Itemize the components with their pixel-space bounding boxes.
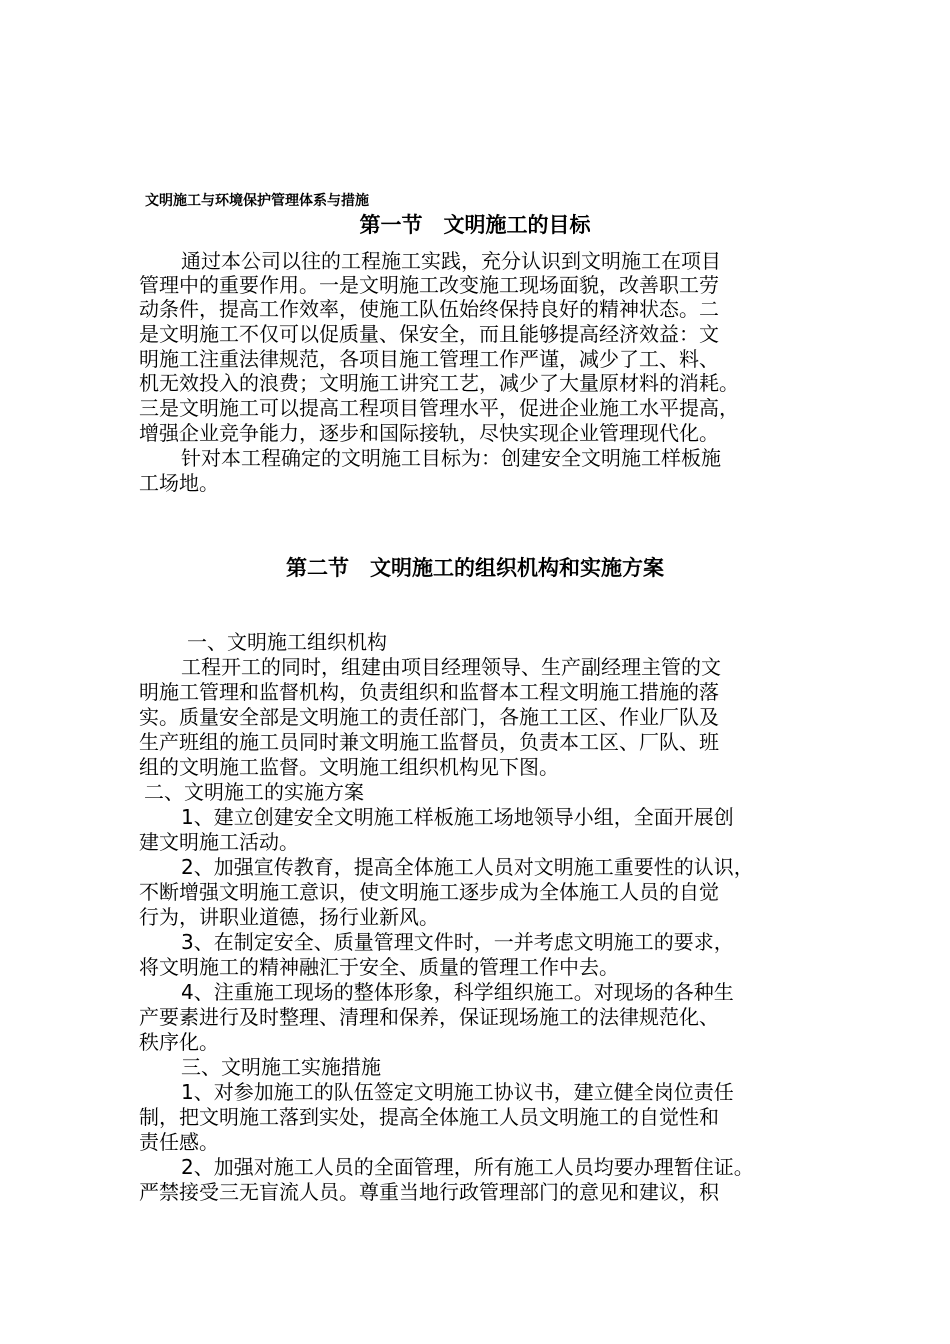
paragraph-line: 严禁接受三无盲流人员。尊重当地行政管理部门的意见和建议，积 — [139, 1180, 719, 1204]
paragraph-line: 3、在制定安全、质量管理文件时，一并考虑文明施工的要求， — [181, 930, 734, 954]
paragraph-line: 组的文明施工监督。文明施工组织机构见下图。 — [139, 755, 559, 779]
document-title: 文明施工与环境保护管理体系与措施 — [145, 193, 369, 209]
subheading-line: 三、文明施工实施措施 — [181, 1055, 381, 1079]
paragraph-line: 机无效投入的浪费；文明施工讲究工艺，减少了大量原材料的消耗。 — [139, 371, 739, 395]
paragraph-line: 明施工注重法律规范，各项目施工管理工作严谨，减少了工、料、 — [139, 347, 719, 371]
section-2-heading: 第二节 文明施工的组织机构和实施方案 — [286, 556, 664, 580]
paragraph-line: 实。质量安全部是文明施工的责任部门，各施工工区、作业厂队及 — [139, 705, 719, 729]
paragraph-line: 秩序化。 — [139, 1030, 219, 1054]
subheading-line: 二、文明施工的实施方案 — [144, 780, 364, 804]
paragraph-line: 通过本公司以往的工程施工实践，充分认识到文明施工在项目 — [181, 249, 721, 273]
paragraph-line: 将文明施工的精神融汇于安全、质量的管理工作中去。 — [139, 955, 619, 979]
paragraph-line: 产要素进行及时整理、清理和保养，保证现场施工的法律规范化、 — [139, 1005, 719, 1029]
paragraph-line: 工程开工的同时，组建由项目经理领导、生产副经理主管的文 — [181, 655, 721, 679]
paragraph-line: 是文明施工不仅可以促质量、保安全，而且能够提高经济效益：文 — [139, 322, 719, 346]
subheading-line: 一、文明施工组织机构 — [187, 630, 387, 654]
paragraph-line: 责任感。 — [139, 1130, 219, 1154]
paragraph-line: 生产班组的施工员同时兼文明施工监督员，负责本工区、厂队、班 — [139, 730, 719, 754]
paragraph-line: 2、加强宣传教育，提高全体施工人员对文明施工重要性的认识， — [181, 855, 754, 879]
paragraph-line: 明施工管理和监督机构，负责组织和监督本工程文明施工措施的落 — [139, 680, 719, 704]
paragraph-line: 三是文明施工可以提高工程项目管理水平，促进企业施工水平提高， — [139, 396, 739, 420]
paragraph-line: 4、注重施工现场的整体形象，科学组织施工。对现场的各种生 — [181, 980, 734, 1004]
paragraph-line: 1、对参加施工的队伍签定文明施工协议书，建立健全岗位责任 — [181, 1080, 734, 1104]
section-1-heading: 第一节 文明施工的目标 — [359, 213, 591, 237]
paragraph-line: 动条件，提高工作效率，使施工队伍始终保持良好的精神状态。二 — [139, 297, 719, 321]
paragraph-line: 制，把文明施工落到实处，提高全体施工人员文明施工的自觉性和 — [139, 1105, 719, 1129]
paragraph-line: 工场地。 — [139, 471, 219, 495]
paragraph-line: 不断增强文明施工意识，使文明施工逐步成为全体施工人员的自觉 — [139, 880, 719, 904]
paragraph-line: 增强企业竞争能力，逐步和国际接轨，尽快实现企业管理现代化。 — [139, 421, 719, 445]
paragraph-line: 管理中的重要作用。一是文明施工改变施工现场面貌，改善职工劳 — [139, 273, 719, 297]
paragraph-line: 行为，讲职业道德，扬行业新风。 — [139, 905, 439, 929]
paragraph-line: 建文明施工活动。 — [139, 830, 299, 854]
paragraph-line: 针对本工程确定的文明施工目标为：创建安全文明施工样板施 — [181, 446, 721, 470]
paragraph-line: 2、加强对施工人员的全面管理，所有施工人员均要办理暂住证。 — [181, 1155, 754, 1179]
paragraph-line: 1、建立创建安全文明施工样板施工场地领导小组，全面开展创 — [181, 805, 734, 829]
